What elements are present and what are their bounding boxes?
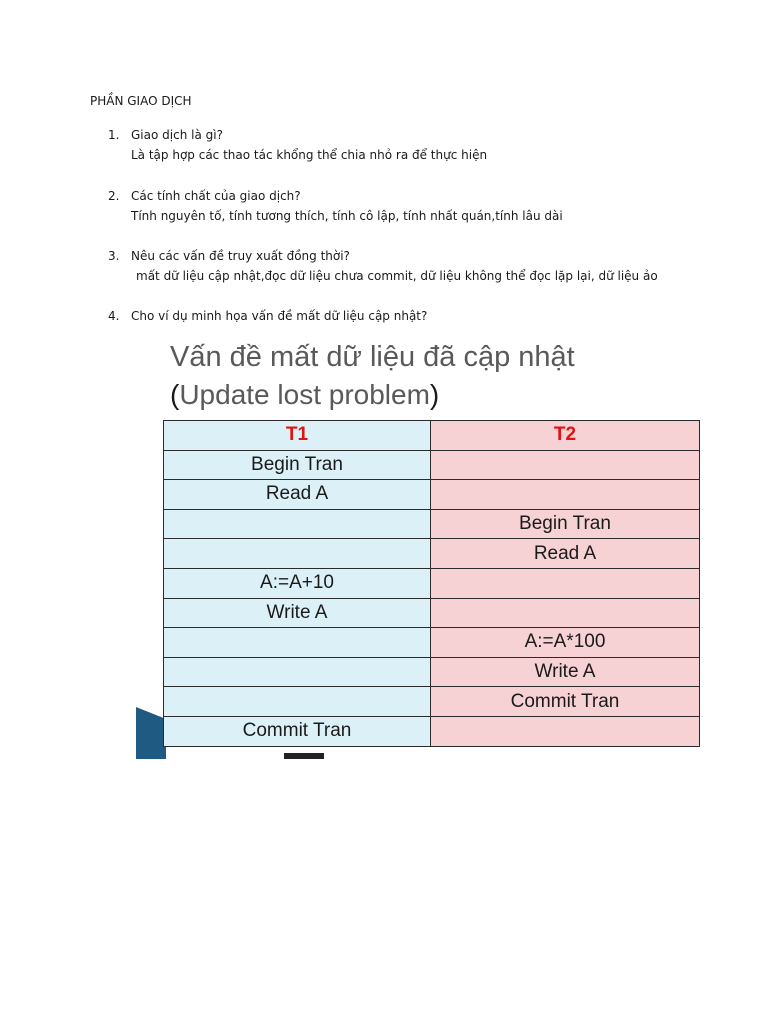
question-text: Nêu các vấn đề truy xuất đồng thời? — [131, 249, 350, 263]
t1-cell — [164, 687, 431, 717]
slide-title: Vấn đề mất dữ liệu đã cập nhật — [170, 341, 575, 373]
t2-cell: Begin Tran — [431, 509, 700, 539]
table-row — [164, 568, 700, 598]
t1-cell — [164, 509, 431, 539]
t2-cell: Commit Tran — [431, 687, 700, 717]
table-row — [164, 480, 700, 510]
table-row — [164, 628, 700, 658]
t2-cell: A:=A*100 — [431, 628, 700, 658]
t2-cell — [431, 450, 700, 480]
t1-cell — [164, 539, 431, 569]
t1-cell: A:=A+10 — [164, 568, 431, 598]
question-number: 1. — [108, 128, 120, 142]
answer-text: mất dữ liệu cập nhật,đọc dữ liệu chưa commit, dữ liệu không thể đọc lặp lại, dữ liệu ảo — [136, 269, 658, 283]
section-title: PHẦN GIAO DỊCH — [90, 94, 192, 108]
table-row — [164, 657, 700, 687]
table-row — [164, 716, 700, 746]
t1-cell: Begin Tran — [164, 450, 431, 480]
header-t1: T1 — [164, 421, 431, 451]
answer-text: Là tập hợp các thao tác khổng thể chia nhỏ ra để thực hiện — [131, 148, 488, 162]
table-header-row — [164, 421, 700, 451]
t2-cell — [431, 598, 700, 628]
t1-cell: Write A — [164, 598, 431, 628]
question-number: 4. — [108, 309, 120, 323]
t2-cell — [431, 716, 700, 746]
t2-cell: Read A — [431, 539, 700, 569]
table-row — [164, 450, 700, 480]
question-number: 2. — [108, 189, 120, 203]
t2-cell — [431, 480, 700, 510]
t2-cell — [431, 568, 700, 598]
question-number: 3. — [108, 249, 120, 263]
table-row — [164, 598, 700, 628]
t1-cell — [164, 657, 431, 687]
subtitle-close-paren: ) — [429, 379, 440, 410]
question-text: Giao dịch là gì? — [131, 128, 223, 142]
table-row — [164, 539, 700, 569]
table-row — [164, 509, 700, 539]
question-text: Các tính chất của giao dịch? — [131, 189, 301, 203]
answer-text: Tính nguyên tố, tính tương thích, tính cô lập, tính nhất quán,tính lâu dài — [131, 209, 563, 223]
t1-cell: Read A — [164, 480, 431, 510]
t1-cell: Commit Tran — [164, 716, 431, 746]
t2-cell: Write A — [431, 657, 700, 687]
table-row — [164, 687, 700, 717]
slide-image — [136, 335, 700, 759]
subtitle-text: Update lost problem — [179, 379, 430, 410]
subtitle-open-paren: ( — [170, 379, 180, 410]
transaction-schedule-table — [163, 420, 700, 747]
question-text: Cho ví dụ minh họa vấn đề mất dữ liệu cập nhật? — [131, 309, 428, 323]
header-t2: T2 — [431, 421, 700, 451]
t1-cell — [164, 628, 431, 658]
slide-subtitle — [170, 379, 439, 411]
